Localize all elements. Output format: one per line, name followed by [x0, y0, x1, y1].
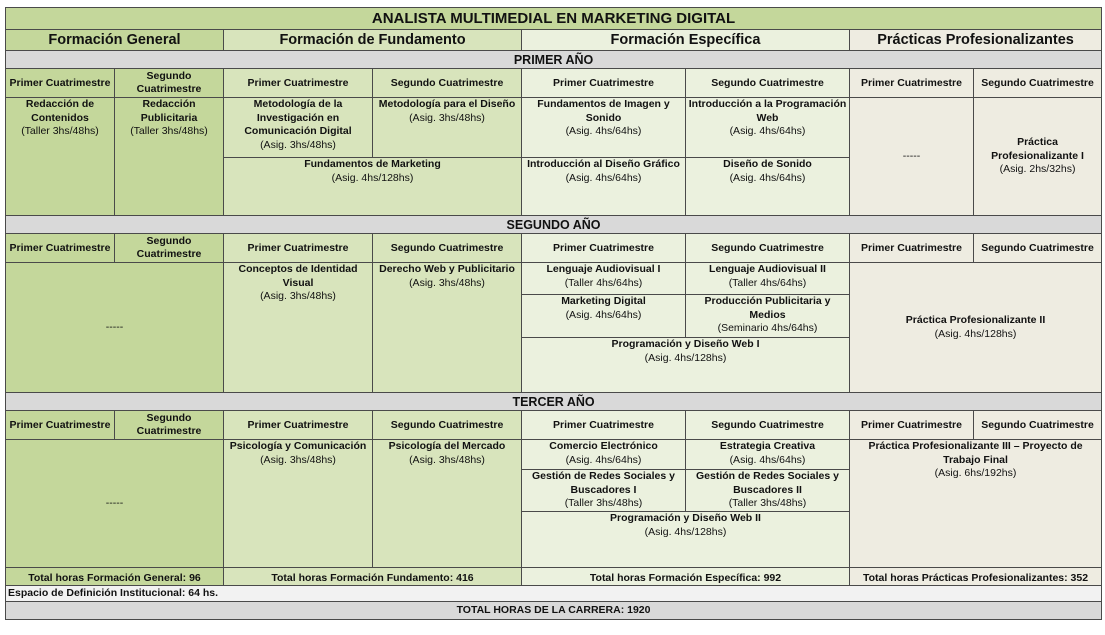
subject-load: (Asig. 3hs/48hs) — [409, 453, 485, 466]
cuat-header: Primer Cuatrimestre — [850, 411, 974, 440]
subject-name: Redacción de Contenidos — [25, 98, 95, 124]
subject-cell — [522, 440, 686, 470]
subject-cell — [522, 295, 686, 338]
cuat-header: Segundo Cuatrimestre — [974, 411, 1102, 440]
grand-total-row — [6, 602, 1102, 620]
subject-name: Diseño de Sonido — [723, 158, 812, 170]
year-1-label: PRIMER AÑO — [6, 51, 1102, 69]
year-2-subjects-row-a — [6, 263, 1102, 295]
subject-name: Introducción al Diseño Gráfico — [527, 158, 680, 170]
subject-cell — [686, 295, 850, 338]
cuat-header: Segundo Cuatrimestre — [115, 411, 224, 440]
subject-name: Redacción Publicitaria — [140, 98, 198, 124]
subject-cell — [224, 440, 373, 568]
cuat-header: Primer Cuatrimestre — [522, 69, 686, 98]
cuat-header: Segundo Cuatrimestre — [686, 411, 850, 440]
subject-load: (Seminario 4hs/64hs) — [717, 322, 818, 334]
subject-cell — [686, 440, 850, 470]
cuat-header: Primer Cuatrimestre — [522, 411, 686, 440]
subject-name: Lenguaje Audiovisual II — [709, 263, 826, 275]
area-especifica-header: Formación Específica — [522, 30, 850, 51]
cuat-header: Segundo Cuatrimestre — [373, 411, 522, 440]
subject-name: Lenguaje Audiovisual I — [546, 263, 661, 275]
empty-cell: ----- — [6, 263, 224, 393]
subject-load: (Taller 3hs/48hs) — [130, 125, 208, 137]
subject-load: (Asig. 3hs/48hs) — [260, 453, 336, 466]
subject-load: (Asig. 2hs/32hs) — [999, 163, 1076, 176]
cuat-header: Segundo Cuatrimestre — [686, 234, 850, 263]
subject-cell — [224, 263, 373, 393]
subject-cell — [686, 158, 850, 216]
curriculum-table — [5, 7, 1102, 620]
subject-cell — [373, 263, 522, 393]
subject-name: Gestión de Redes Sociales y Buscadores I — [532, 470, 675, 496]
year-2-label: SEGUNDO AÑO — [6, 216, 1102, 234]
subject-load: (Asig. 4hs/64hs) — [729, 125, 806, 137]
subject-load: (Asig. 4hs/64hs) — [565, 125, 642, 137]
total-fundamento: Total horas Formación Fundamento: 416 — [224, 568, 522, 586]
subject-name: Metodología para el Diseño — [378, 98, 516, 110]
curriculum-table-wrapper — [5, 7, 1102, 620]
year-1-subjects-row-a — [6, 98, 1102, 158]
subject-load: (Asig. 3hs/48hs) — [409, 111, 485, 124]
subject-cell — [522, 158, 686, 216]
subject-cell — [850, 263, 1102, 393]
subject-cell — [6, 98, 115, 216]
subject-load: (Asig. 4hs/64hs) — [565, 308, 642, 321]
year-2-row — [6, 216, 1102, 234]
cuat-header: Primer Cuatrimestre — [224, 411, 373, 440]
subject-name: Derecho Web y Publicitario — [379, 263, 515, 275]
year-1-cuat-row — [6, 69, 1102, 98]
subject-load: (Asig. 4hs/64hs) — [729, 171, 806, 184]
cuat-header: Segundo Cuatrimestre — [115, 69, 224, 98]
institucional-text: Espacio de Definición Institucional: 64 hs. — [6, 586, 1102, 602]
subject-load: (Asig. 4hs/128hs) — [644, 525, 727, 538]
year-2-cuat-row — [6, 234, 1102, 263]
subject-cell — [686, 263, 850, 295]
subject-name: Introducción a la Programación Web — [688, 98, 847, 124]
subject-cell — [686, 470, 850, 512]
subject-load: (Taller 3hs/48hs) — [728, 497, 807, 509]
cuat-header: Primer Cuatrimestre — [224, 69, 373, 98]
cuat-header: Primer Cuatrimestre — [224, 234, 373, 263]
empty-cell: ----- — [6, 440, 224, 568]
subject-name: Conceptos de Identidad Visual — [238, 263, 358, 289]
total-especifica: Total horas Formación Específica: 992 — [522, 568, 850, 586]
area-header-row — [6, 30, 1102, 51]
year-3-subjects-row-a — [6, 440, 1102, 470]
subject-load: (Taller 4hs/64hs) — [564, 276, 643, 289]
cuat-header: Primer Cuatrimestre — [850, 69, 974, 98]
subject-name: Psicología del Mercado — [388, 440, 506, 452]
total-practicas: Total horas Prácticas Profesionalizantes: 352 — [850, 568, 1102, 586]
subject-cell — [115, 98, 224, 216]
subject-name: Producción Publicitaria y Medios — [704, 295, 831, 321]
subject-cell — [522, 512, 850, 568]
subject-name: Programación y Diseño Web I — [611, 338, 760, 350]
cuat-header: Segundo Cuatrimestre — [974, 69, 1102, 98]
cuat-header: Segundo Cuatrimestre — [974, 234, 1102, 263]
subject-load: (Asig. 4hs/64hs) — [729, 453, 806, 466]
subject-load: (Taller 3hs/48hs) — [564, 497, 643, 509]
area-general-header: Formación General — [6, 30, 224, 51]
subject-name: Metodología de la Investigación en Comunicación Digital — [244, 98, 352, 137]
cuat-header: Primer Cuatrimestre — [6, 234, 115, 263]
subject-name: Gestión de Redes Sociales y Buscadores II — [696, 470, 839, 496]
subject-load: (Asig. 4hs/64hs) — [565, 171, 642, 184]
year-3-label: TERCER AÑO — [6, 393, 1102, 411]
totals-row — [6, 568, 1102, 586]
cuat-header: Primer Cuatrimestre — [850, 234, 974, 263]
year-3-cuat-row — [6, 411, 1102, 440]
area-fundamento-header: Formación de Fundamento — [224, 30, 522, 51]
subject-load: (Asig. 3hs/48hs) — [260, 138, 336, 151]
subject-load: (Asig. 4hs/64hs) — [565, 453, 642, 466]
subject-cell — [373, 98, 522, 158]
year-3-row — [6, 393, 1102, 411]
cuat-header: Primer Cuatrimestre — [522, 234, 686, 263]
cuat-header: Segundo Cuatrimestre — [115, 234, 224, 263]
subject-load: (Asig. 4hs/128hs) — [331, 171, 414, 184]
subject-load: (Asig. 4hs/128hs) — [644, 351, 727, 364]
total-general: Total horas Formación General: 96 — [6, 568, 224, 586]
subject-cell — [522, 338, 850, 393]
subject-cell — [850, 440, 1102, 568]
subject-load: (Asig. 4hs/128hs) — [934, 327, 1017, 340]
subject-name: Programación y Diseño Web II — [610, 512, 761, 524]
grand-total-text: TOTAL HORAS DE LA CARRERA: 1920 — [6, 602, 1102, 620]
subject-load: (Asig. 3hs/48hs) — [409, 276, 485, 289]
subject-name: Práctica Profesionalizante I — [991, 136, 1084, 162]
subject-load: (Asig. 3hs/48hs) — [260, 290, 336, 302]
subject-cell — [974, 98, 1102, 216]
subject-name: Comercio Electrónico — [549, 440, 658, 452]
subject-cell — [373, 440, 522, 568]
cuat-header: Primer Cuatrimestre — [6, 69, 115, 98]
subject-cell — [522, 470, 686, 512]
subject-name: Estrategia Creativa — [719, 440, 816, 452]
cuat-header: Primer Cuatrimestre — [6, 411, 115, 440]
subject-load: (Asig. 6hs/192hs) — [934, 467, 1017, 479]
subject-name: Práctica Profesionalizante III – Proyecto de Trabajo Final — [868, 440, 1083, 466]
subject-load: (Taller 3hs/48hs) — [21, 125, 99, 137]
subject-cell — [522, 263, 686, 295]
subject-name: Fundamentos de Imagen y Sonido — [537, 98, 670, 124]
subject-cell — [224, 158, 522, 216]
year-1-row — [6, 51, 1102, 69]
subject-load: (Taller 4hs/64hs) — [728, 276, 807, 289]
cuat-header: Segundo Cuatrimestre — [373, 234, 522, 263]
subject-name: Práctica Profesionalizante II — [905, 314, 1046, 326]
title-row — [6, 8, 1102, 30]
subject-cell — [522, 98, 686, 158]
subject-cell — [686, 98, 850, 158]
area-practicas-header: Prácticas Profesionalizantes — [850, 30, 1102, 51]
institucional-row — [6, 586, 1102, 602]
subject-name: Psicología y Comunicación — [229, 440, 367, 452]
cuat-header: Segundo Cuatrimestre — [373, 69, 522, 98]
subject-name: Marketing Digital — [561, 295, 646, 307]
page-title: ANALISTA MULTIMEDIAL EN MARKETING DIGITAL — [6, 8, 1102, 30]
cuat-header: Segundo Cuatrimestre — [686, 69, 850, 98]
subject-cell — [224, 98, 373, 158]
empty-cell: ----- — [850, 98, 974, 216]
subject-name: Fundamentos de Marketing — [304, 158, 441, 170]
